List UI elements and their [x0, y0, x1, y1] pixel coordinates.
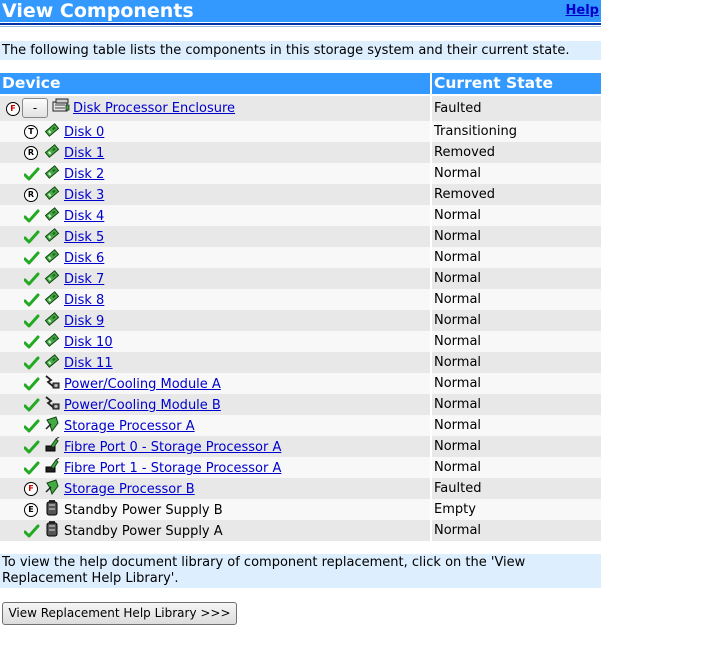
- check-icon-graphic: [24, 293, 40, 309]
- device-link[interactable]: Disk 11: [64, 356, 113, 371]
- state-cell: Faulted: [432, 478, 601, 499]
- device-link[interactable]: Disk 8: [64, 293, 105, 308]
- table-row: [0, 457, 601, 478]
- disk-icon: [44, 206, 60, 222]
- faulted-badge-icon: F: [24, 482, 38, 496]
- removed-badge-icon: R: [24, 146, 38, 160]
- status-indicator: [24, 146, 38, 160]
- check-icon-graphic: [24, 209, 40, 225]
- status-indicator: [24, 398, 38, 412]
- state-cell: Normal: [432, 373, 601, 394]
- table-row: [0, 289, 601, 310]
- table-row: [0, 478, 601, 499]
- title-divider: [0, 23, 601, 25]
- state-cell: Normal: [432, 520, 601, 541]
- status-indicator: [24, 230, 38, 244]
- device-cell: [0, 415, 430, 436]
- device-link[interactable]: Disk 6: [64, 251, 105, 266]
- status-indicator: [24, 461, 38, 475]
- check-icon: [24, 525, 40, 544]
- battery-icon-graphic: [44, 500, 60, 516]
- disk-icon-graphic: [44, 290, 60, 306]
- disk-icon-graphic: [44, 164, 60, 180]
- help-link[interactable]: Help: [565, 3, 599, 18]
- disk-icon: [44, 164, 60, 180]
- device-link[interactable]: Fibre Port 1 - Storage Processor A: [64, 461, 282, 476]
- check-icon-graphic: [24, 230, 40, 246]
- status-indicator: [24, 293, 38, 307]
- table-row: [0, 163, 601, 184]
- state-cell: Normal: [432, 163, 601, 184]
- device-cell: [0, 289, 430, 310]
- status-indicator: [24, 251, 38, 265]
- status-indicator: [24, 335, 38, 349]
- power-cooling-icon: [44, 374, 60, 390]
- state-cell: Normal: [432, 352, 601, 373]
- device-link[interactable]: Disk 3: [64, 188, 105, 203]
- device-cell: [0, 142, 430, 163]
- check-icon-graphic: [24, 272, 40, 288]
- state-cell: Faulted: [432, 96, 601, 121]
- device-cell: [0, 499, 430, 520]
- table-row: [0, 121, 601, 142]
- device-cell: [0, 352, 430, 373]
- disk-icon: [44, 332, 60, 348]
- device-cell: [0, 96, 430, 121]
- device-cell: [0, 520, 430, 541]
- device-link[interactable]: Disk 4: [64, 209, 105, 224]
- status-indicator: [24, 377, 38, 391]
- check-icon-graphic: [24, 461, 40, 477]
- device-link[interactable]: Disk Processor Enclosure: [73, 101, 236, 116]
- table-row: [0, 247, 601, 268]
- faulted-badge-icon: F: [6, 102, 20, 116]
- check-icon-graphic: [24, 377, 40, 393]
- status-indicator: [24, 440, 38, 454]
- disk-icon-graphic: [44, 332, 60, 348]
- state-cell: Normal: [432, 436, 601, 457]
- state-cell: Normal: [432, 331, 601, 352]
- disk-icon-graphic: [44, 353, 60, 369]
- device-link[interactable]: Disk 5: [64, 230, 105, 245]
- disk-icon-graphic: [44, 122, 60, 138]
- title-bar: [0, 0, 601, 22]
- status-indicator: [24, 188, 38, 202]
- table-row: [0, 205, 601, 226]
- power-cooling-icon: [44, 395, 60, 411]
- status-indicator: [24, 314, 38, 328]
- power-cooling-icon-graphic: [44, 374, 60, 390]
- device-cell: [0, 247, 430, 268]
- device-name: Standby Power Supply A: [64, 524, 223, 539]
- table-header: [0, 73, 601, 94]
- device-name: Standby Power Supply B: [64, 503, 223, 518]
- state-cell: Normal: [432, 457, 601, 478]
- status-indicator: [24, 482, 38, 496]
- battery-icon: [44, 521, 60, 537]
- table-row: [0, 226, 601, 247]
- disk-icon: [44, 290, 60, 306]
- device-cell: [0, 457, 430, 478]
- check-icon-graphic: [24, 335, 40, 351]
- check-icon-graphic: [24, 356, 40, 372]
- check-icon-graphic: [24, 419, 40, 435]
- table-row: [0, 331, 601, 352]
- disk-icon-graphic: [44, 206, 60, 222]
- intro-text: The following table lists the components in this storage system and their current state.: [0, 41, 601, 60]
- status-indicator: [6, 102, 20, 116]
- status-indicator: [24, 503, 38, 517]
- storage-processor-icon: [44, 416, 60, 432]
- table-row: [0, 142, 601, 163]
- device-link[interactable]: Disk 7: [64, 272, 105, 287]
- footer-note: To view the help document library of component replacement, click on the 'View Replacement Help Library'.: [0, 554, 601, 588]
- device-cell: [0, 331, 430, 352]
- device-cell: [0, 478, 430, 499]
- state-cell: Normal: [432, 289, 601, 310]
- disk-icon-graphic: [44, 227, 60, 243]
- status-indicator: [24, 125, 38, 139]
- disk-icon: [44, 248, 60, 264]
- device-link[interactable]: Disk 2: [64, 167, 105, 182]
- table-row: [0, 310, 601, 331]
- device-link[interactable]: Fibre Port 0 - Storage Processor A: [64, 440, 282, 455]
- device-cell: [0, 184, 430, 205]
- state-cell: Normal: [432, 205, 601, 226]
- state-cell: Removed: [432, 142, 601, 163]
- check-icon-graphic: [24, 398, 40, 414]
- disk-icon-graphic: [44, 311, 60, 327]
- disk-icon: [44, 143, 60, 159]
- fibre-port-icon: [44, 437, 60, 453]
- status-indicator: [24, 524, 38, 538]
- status-indicator: [24, 419, 38, 433]
- device-link[interactable]: Power/Cooling Module A: [64, 377, 221, 392]
- table-row: [0, 394, 601, 415]
- table-row: [0, 96, 601, 121]
- status-indicator: [24, 167, 38, 181]
- disk-icon-graphic: [44, 143, 60, 159]
- disk-icon: [44, 122, 60, 138]
- device-link[interactable]: Disk 0: [64, 125, 105, 140]
- check-icon-graphic: [24, 251, 40, 267]
- device-cell: [0, 226, 430, 247]
- state-cell: Normal: [432, 247, 601, 268]
- removed-badge-icon: R: [24, 188, 38, 202]
- transitioning-badge-icon: T: [24, 125, 38, 139]
- table-row: [0, 520, 601, 541]
- battery-icon: [44, 500, 60, 516]
- device-cell: [0, 121, 430, 142]
- status-indicator: [24, 356, 38, 370]
- disk-icon: [44, 311, 60, 327]
- battery-icon-graphic: [44, 521, 60, 537]
- device-link[interactable]: Disk 9: [64, 314, 105, 329]
- check-icon-graphic: [24, 167, 40, 183]
- device-cell: [0, 436, 430, 457]
- empty-badge-icon: E: [24, 503, 38, 517]
- state-cell: Normal: [432, 310, 601, 331]
- device-cell: [0, 205, 430, 226]
- disk-icon-graphic: [44, 269, 60, 285]
- table-row: [0, 436, 601, 457]
- disk-icon: [44, 227, 60, 243]
- disk-icon: [44, 269, 60, 285]
- status-indicator: [24, 272, 38, 286]
- state-cell: Normal: [432, 394, 601, 415]
- storage-processor-icon-graphic: [44, 479, 60, 495]
- state-cell: Normal: [432, 268, 601, 289]
- fibre-port-icon-graphic: [44, 437, 60, 453]
- check-icon-graphic: [24, 314, 40, 330]
- device-cell: [0, 373, 430, 394]
- title-divider-thin: [0, 26, 601, 27]
- table-row: [0, 352, 601, 373]
- enclosure-icon: [52, 96, 68, 112]
- device-cell: [0, 163, 430, 184]
- device-cell: [0, 268, 430, 289]
- table-row: [0, 499, 601, 520]
- fibre-port-icon-graphic: [44, 458, 60, 474]
- components-table: [0, 96, 601, 541]
- table-row: [0, 184, 601, 205]
- view-replacement-help-library-button[interactable]: View Replacement Help Library >>>: [2, 602, 237, 625]
- collapse-button[interactable]: -: [22, 98, 48, 118]
- state-cell: Transitioning: [432, 121, 601, 142]
- disk-icon-graphic: [44, 185, 60, 201]
- device-link[interactable]: Storage Processor B: [64, 482, 195, 497]
- table-row: [0, 373, 601, 394]
- power-cooling-icon-graphic: [44, 395, 60, 411]
- table-row: [0, 415, 601, 436]
- device-link[interactable]: Disk 1: [64, 146, 105, 161]
- page-title: View Components: [2, 0, 194, 22]
- column-header-current-state: Current State: [432, 73, 601, 94]
- state-cell: Empty: [432, 499, 601, 520]
- state-cell: Normal: [432, 226, 601, 247]
- disk-icon: [44, 185, 60, 201]
- table-row: [0, 268, 601, 289]
- device-link[interactable]: Disk 10: [64, 335, 113, 350]
- disk-icon-graphic: [44, 248, 60, 264]
- check-icon-graphic: [24, 524, 40, 540]
- device-link[interactable]: Power/Cooling Module B: [64, 398, 221, 413]
- device-cell: [0, 394, 430, 415]
- state-cell: Removed: [432, 184, 601, 205]
- device-cell: [0, 310, 430, 331]
- check-icon-graphic: [24, 440, 40, 456]
- device-link[interactable]: Storage Processor A: [64, 419, 195, 434]
- fibre-port-icon: [44, 458, 60, 474]
- enclosure-icon-graphic: [52, 98, 70, 114]
- column-header-device: Device: [0, 73, 430, 94]
- status-indicator: [24, 209, 38, 223]
- disk-icon: [44, 353, 60, 369]
- state-cell: Normal: [432, 415, 601, 436]
- storage-processor-icon: [44, 479, 60, 495]
- storage-processor-icon-graphic: [44, 416, 60, 432]
